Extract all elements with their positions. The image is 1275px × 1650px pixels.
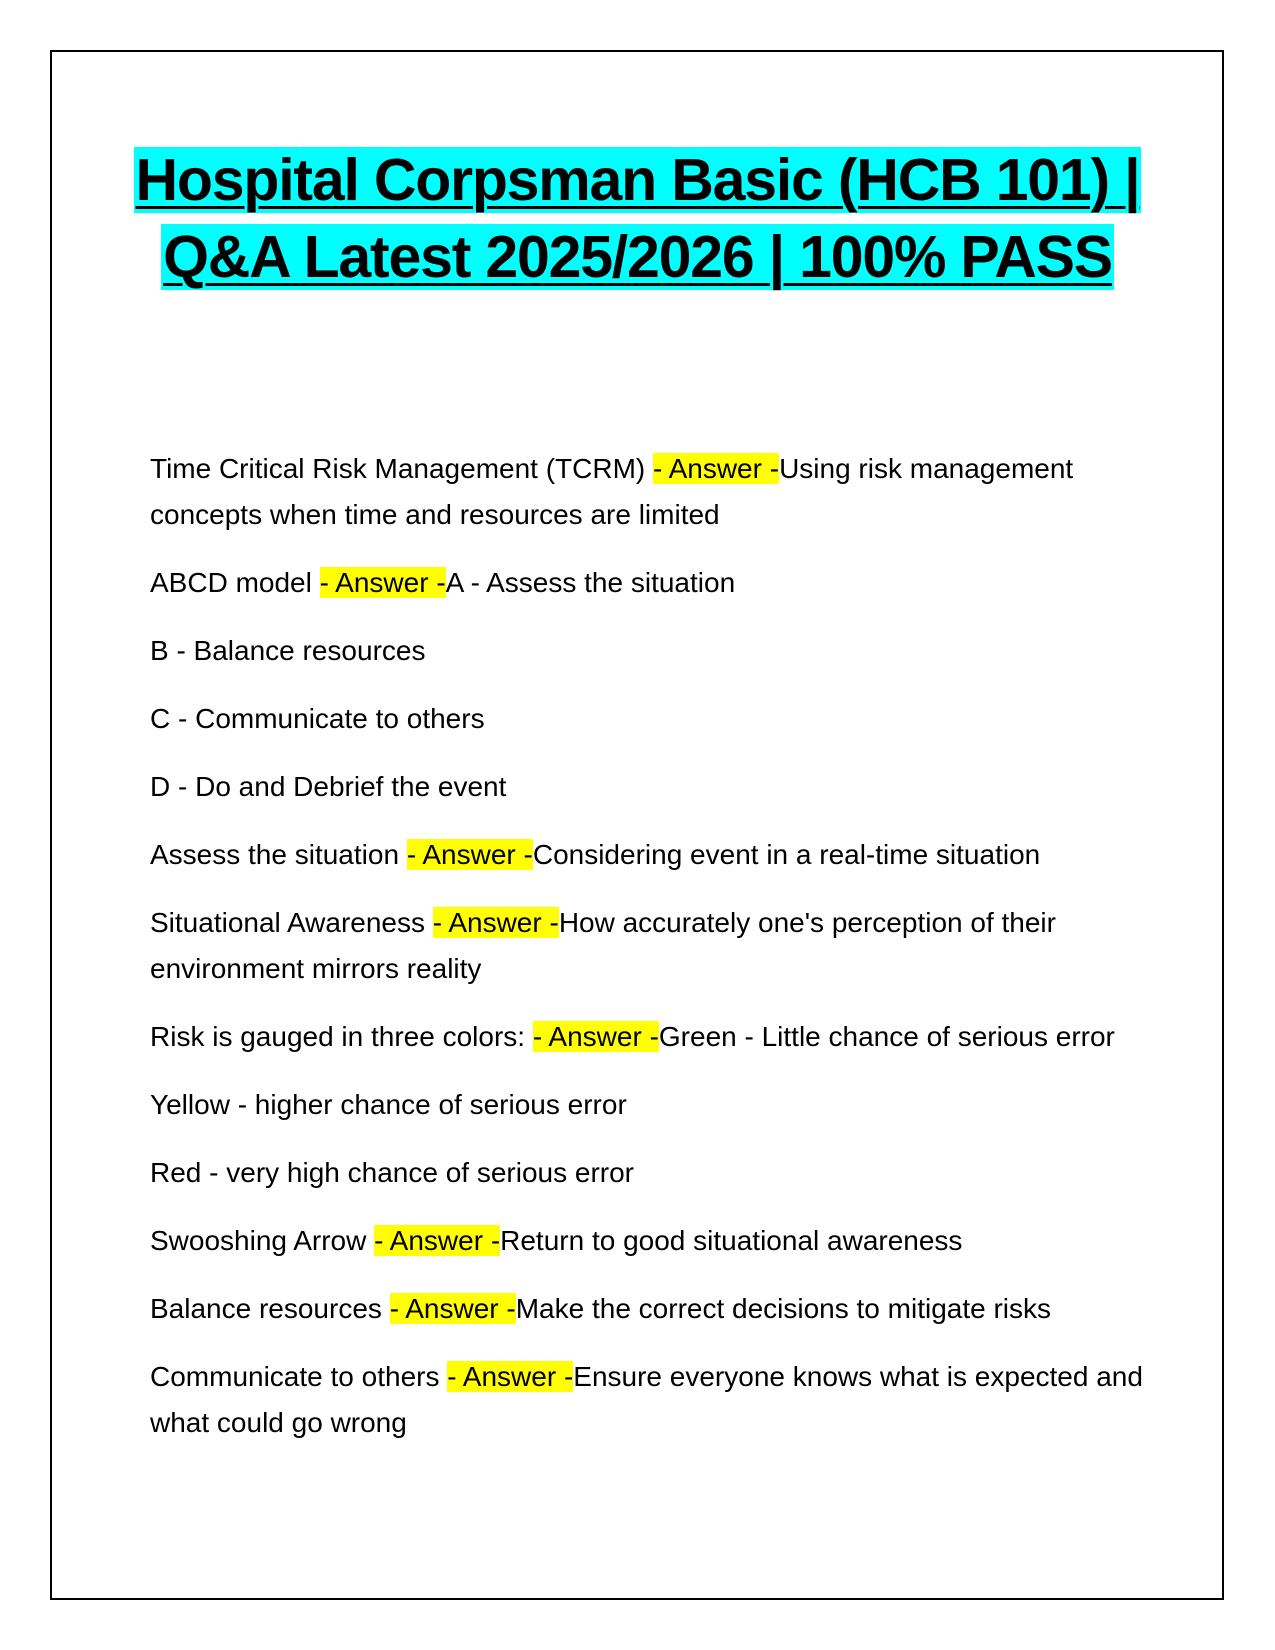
qa-item xyxy=(150,1286,1150,1332)
qa-item xyxy=(150,900,1150,992)
answer-marker: - Answer - xyxy=(432,907,559,938)
answer-marker: - Answer - xyxy=(653,453,780,484)
qa-answer: Using risk management concepts when time and resources are limited xyxy=(150,453,1074,530)
answer-marker: - Answer - xyxy=(406,839,533,870)
qa-answer: Return to good situational awareness xyxy=(500,1225,963,1256)
answer-marker: - Answer - xyxy=(319,567,446,598)
qa-item xyxy=(150,832,1150,878)
answer-marker: - Answer - xyxy=(374,1225,501,1256)
qa-question: Time Critical Risk Management (TCRM) xyxy=(150,453,654,484)
qa-continuation: B - Balance resources xyxy=(150,635,426,666)
qa-item xyxy=(150,560,1150,606)
qa-continuation: D - Do and Debrief the event xyxy=(150,771,507,802)
qa-continuation: Yellow - higher chance of serious error xyxy=(150,1089,627,1120)
qa-item xyxy=(150,446,1150,538)
qa-answer: How accurately one's perception of their environment mirrors reality xyxy=(150,907,1056,984)
document-title-text: Hospital Corpsman Basic (HCB 101) | Q&A Latest 2025/2026 | 100% PASS xyxy=(135,147,1140,290)
qa-item xyxy=(150,1354,1150,1446)
qa-question: Situational Awareness xyxy=(150,907,433,938)
qa-question: Assess the situation xyxy=(150,839,407,870)
answer-marker: - Answer - xyxy=(447,1361,574,1392)
qa-question: Communicate to others xyxy=(150,1361,448,1392)
qa-question: Risk is gauged in three colors: xyxy=(150,1021,533,1052)
qa-answer: Green - Little chance of serious error xyxy=(658,1021,1115,1052)
answer-marker: - Answer - xyxy=(532,1021,659,1052)
qa-item xyxy=(150,1014,1150,1060)
qa-answer: Considering event in a real-time situation xyxy=(532,839,1041,870)
qa-question: Swooshing Arrow xyxy=(150,1225,375,1256)
qa-question: Balance resources xyxy=(150,1293,390,1324)
qa-item xyxy=(150,1218,1150,1264)
document-title xyxy=(110,142,1165,296)
qa-continuation: C - Communicate to others xyxy=(150,703,485,734)
qa-answer: A - Assess the situation xyxy=(445,567,736,598)
qa-continuation: Red - very high chance of serious error xyxy=(150,1157,634,1188)
qa-question: ABCD model xyxy=(150,567,320,598)
answer-marker: - Answer - xyxy=(389,1293,516,1324)
qa-content xyxy=(150,446,1150,1468)
qa-answer: Ensure everyone knows what is expected and what could go wrong xyxy=(150,1361,1143,1438)
qa-answer: Make the correct decisions to mitigate risks xyxy=(515,1293,1052,1324)
